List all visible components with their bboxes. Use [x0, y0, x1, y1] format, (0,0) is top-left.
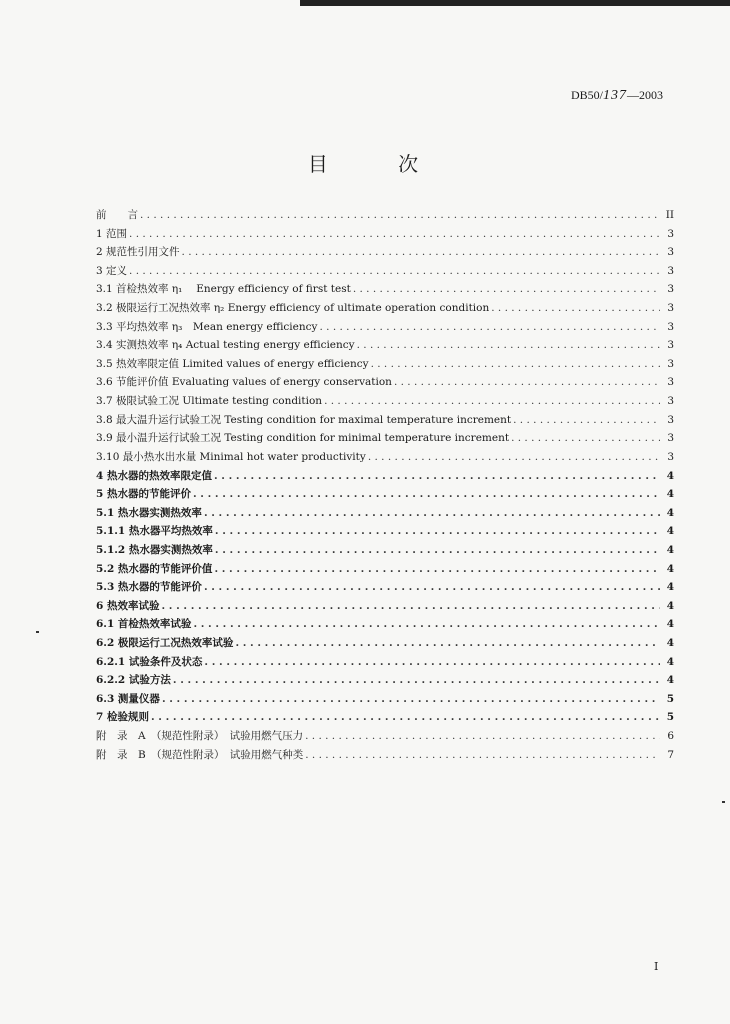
- toc-leader-dots: [204, 578, 660, 597]
- toc-entry-label: 5.1 热水器实测热效率: [96, 506, 202, 519]
- toc-leader-dots: [513, 411, 660, 430]
- toc-entry-page: 3: [667, 432, 674, 445]
- toc-leader-dots: [357, 336, 660, 355]
- toc-leader-dots: [368, 448, 660, 467]
- toc-entry[interactable]: [96, 243, 674, 262]
- toc-entry-label: 3 定义: [96, 264, 128, 277]
- toc-entry[interactable]: [96, 262, 674, 281]
- toc-entry[interactable]: [96, 373, 674, 392]
- toc-entry-page: 4: [666, 581, 674, 594]
- toc-leader-dots: [215, 522, 660, 541]
- toc-entry-page: 3: [667, 246, 674, 259]
- toc-entry-page: 3: [667, 357, 674, 370]
- doc-number-suffix: —2003: [627, 88, 664, 102]
- toc-entry-label: 3.3 平均热效率 η₃ Mean energy efficiency: [96, 320, 318, 333]
- toc-entry[interactable]: [96, 336, 674, 355]
- toc-entry[interactable]: [96, 429, 674, 448]
- scan-speck: [722, 801, 725, 803]
- doc-number-handwritten: 137: [603, 88, 628, 103]
- toc-entry-page: 4: [666, 637, 674, 650]
- toc-entry-page: 3: [667, 376, 674, 389]
- toc-leader-dots: [140, 206, 660, 225]
- toc-entry[interactable]: [96, 634, 674, 653]
- toc-entry-label: 3.5 热效率限定值 Limited values of energy efficiency: [96, 357, 369, 370]
- toc-entry-label: 6.2 极限运行工况热效率试验: [96, 637, 234, 650]
- toc-entry[interactable]: [96, 355, 674, 374]
- toc-entry-label: 5.3 热水器的节能评价: [96, 581, 202, 594]
- doc-number-prefix: DB50/: [571, 88, 604, 102]
- toc-entry-label: 1 范围: [96, 227, 128, 240]
- toc-entry-page: 4: [666, 543, 674, 556]
- toc-entry[interactable]: [96, 448, 674, 467]
- scan-edge-mark: [300, 0, 730, 6]
- toc-leader-dots: [319, 318, 660, 337]
- toc-entry-label: 6.2.1 试验条件及状态: [96, 655, 203, 668]
- toc-entry-label: 附 录 B （规范性附录） 试验用燃气种类: [96, 748, 304, 761]
- toc-entry-label: 5.1.2 热水器实测热效率: [96, 543, 213, 556]
- toc-entry-label: 6.3 测量仪器: [96, 692, 160, 705]
- toc-leader-dots: [511, 429, 660, 448]
- toc-entry-label: 6.1 首检热效率试验: [96, 618, 192, 631]
- toc-entry-page: 5: [666, 692, 674, 705]
- toc-leader-dots: [353, 280, 660, 299]
- toc-entry-label: 3.6 节能评价值 Evaluating values of energy conservation: [96, 376, 392, 389]
- toc-entry-page: 3: [667, 450, 674, 463]
- table-of-contents: [96, 206, 674, 764]
- toc-entry-label: 3.1 首检热效率 η₁ Energy efficiency of first test: [96, 283, 351, 296]
- toc-entry-page: 7: [667, 748, 674, 761]
- page-number: I: [654, 960, 659, 973]
- toc-entry-page: 3: [667, 283, 674, 296]
- toc-leader-dots: [305, 727, 660, 746]
- toc-entry[interactable]: [96, 318, 674, 337]
- toc-leader-dots: [162, 690, 660, 709]
- toc-entry[interactable]: [96, 206, 674, 225]
- toc-entry-label: 3.8 最大温升运行试验工况 Testing condition for maximal temperature increment: [96, 413, 512, 426]
- toc-entry-label: 附 录 A （规范性附录） 试验用燃气压力: [96, 730, 304, 743]
- toc-entry-page: 4: [666, 506, 674, 519]
- toc-leader-dots: [214, 467, 660, 486]
- toc-entry[interactable]: [96, 690, 674, 709]
- toc-leader-dots: [324, 392, 660, 411]
- toc-entry-label: 3.2 极限运行工况热效率 η₂ Energy efficiency of ultimate operation condition: [96, 302, 490, 315]
- toc-entry[interactable]: [96, 578, 674, 597]
- toc-entry[interactable]: [96, 411, 674, 430]
- toc-entry-page: 3: [667, 320, 674, 333]
- toc-entry-page: 4: [666, 562, 674, 575]
- toc-entry[interactable]: [96, 522, 674, 541]
- toc-entry-page: 4: [666, 655, 674, 668]
- toc-leader-dots: [215, 541, 660, 560]
- toc-leader-dots: [129, 225, 660, 244]
- toc-entry[interactable]: [96, 392, 674, 411]
- toc-entry-label: 前 言: [96, 209, 138, 221]
- scan-speck: [36, 631, 39, 633]
- toc-entry[interactable]: [96, 708, 674, 727]
- toc-entry-page: 4: [666, 469, 674, 482]
- toc-entry-page: 3: [667, 339, 674, 352]
- toc-entry-label: 3.9 最小温升运行试验工况 Testing condition for minimal temperature increment: [96, 432, 510, 445]
- toc-entry[interactable]: [96, 560, 674, 579]
- toc-entry-label: 5 热水器的节能评价: [96, 488, 191, 501]
- toc-entry-page: 4: [666, 674, 674, 687]
- toc-leader-dots: [193, 485, 660, 504]
- toc-entry-page: 6: [667, 730, 674, 743]
- toc-leader-dots: [235, 634, 660, 653]
- toc-entry-label: 2 规范性引用文件: [96, 246, 180, 259]
- toc-leader-dots: [151, 708, 660, 727]
- toc-leader-dots: [305, 746, 660, 765]
- toc-entry-page: 4: [666, 525, 674, 538]
- toc-entry[interactable]: [96, 746, 674, 765]
- toc-entry-label: 7 检验规则: [96, 711, 149, 724]
- toc-entry-page: 3: [667, 395, 674, 408]
- toc-leader-dots: [491, 299, 660, 318]
- toc-leader-dots: [173, 671, 660, 690]
- toc-entry-page: II: [665, 209, 674, 221]
- toc-leader-dots: [182, 243, 660, 262]
- toc-entry-page: 5: [666, 711, 674, 724]
- toc-entry-page: 4: [666, 488, 674, 501]
- toc-entry-label: 6 热效率试验: [96, 599, 160, 612]
- toc-leader-dots: [394, 373, 660, 392]
- toc-leader-dots: [204, 504, 660, 523]
- document-number: [571, 88, 663, 104]
- toc-entry[interactable]: [96, 671, 674, 690]
- toc-entry-page: 4: [666, 618, 674, 631]
- toc-entry-label: 3.7 极限试验工况 Ultimate testing condition: [96, 395, 323, 408]
- page-title: 目 次: [307, 152, 451, 176]
- toc-leader-dots: [371, 355, 660, 374]
- toc-entry[interactable]: [96, 653, 674, 672]
- toc-leader-dots: [129, 262, 660, 281]
- toc-entry[interactable]: [96, 485, 674, 504]
- toc-entry[interactable]: [96, 541, 674, 560]
- toc-entry-page: 3: [667, 227, 674, 240]
- toc-entry[interactable]: [96, 727, 674, 746]
- toc-entry[interactable]: [96, 467, 674, 486]
- toc-entry[interactable]: [96, 597, 674, 616]
- toc-leader-dots: [161, 597, 660, 616]
- toc-leader-dots: [193, 615, 660, 634]
- toc-leader-dots: [214, 560, 660, 579]
- toc-entry-page: 3: [667, 302, 674, 315]
- toc-entry-label: 3.10 最小热水出水量 Minimal hot water productivity: [96, 450, 366, 463]
- toc-entry-label: 3.4 实测热效率 η₄ Actual testing energy efficiency: [96, 339, 355, 352]
- toc-entry[interactable]: [96, 615, 674, 634]
- toc-entry[interactable]: [96, 299, 674, 318]
- toc-entry[interactable]: [96, 504, 674, 523]
- toc-leader-dots: [204, 653, 660, 672]
- toc-entry-label: 6.2.2 试验方法: [96, 674, 171, 687]
- toc-entry-label: 5.1.1 热水器平均热效率: [96, 525, 213, 538]
- toc-entry[interactable]: [96, 225, 674, 244]
- toc-entry-page: 3: [667, 413, 674, 426]
- toc-entry[interactable]: [96, 280, 674, 299]
- toc-entry-label: 4 热水器的热效率限定值: [96, 469, 212, 482]
- toc-entry-page: 3: [667, 264, 674, 277]
- toc-entry-label: 5.2 热水器的节能评价值: [96, 562, 213, 575]
- toc-entry-page: 4: [666, 599, 674, 612]
